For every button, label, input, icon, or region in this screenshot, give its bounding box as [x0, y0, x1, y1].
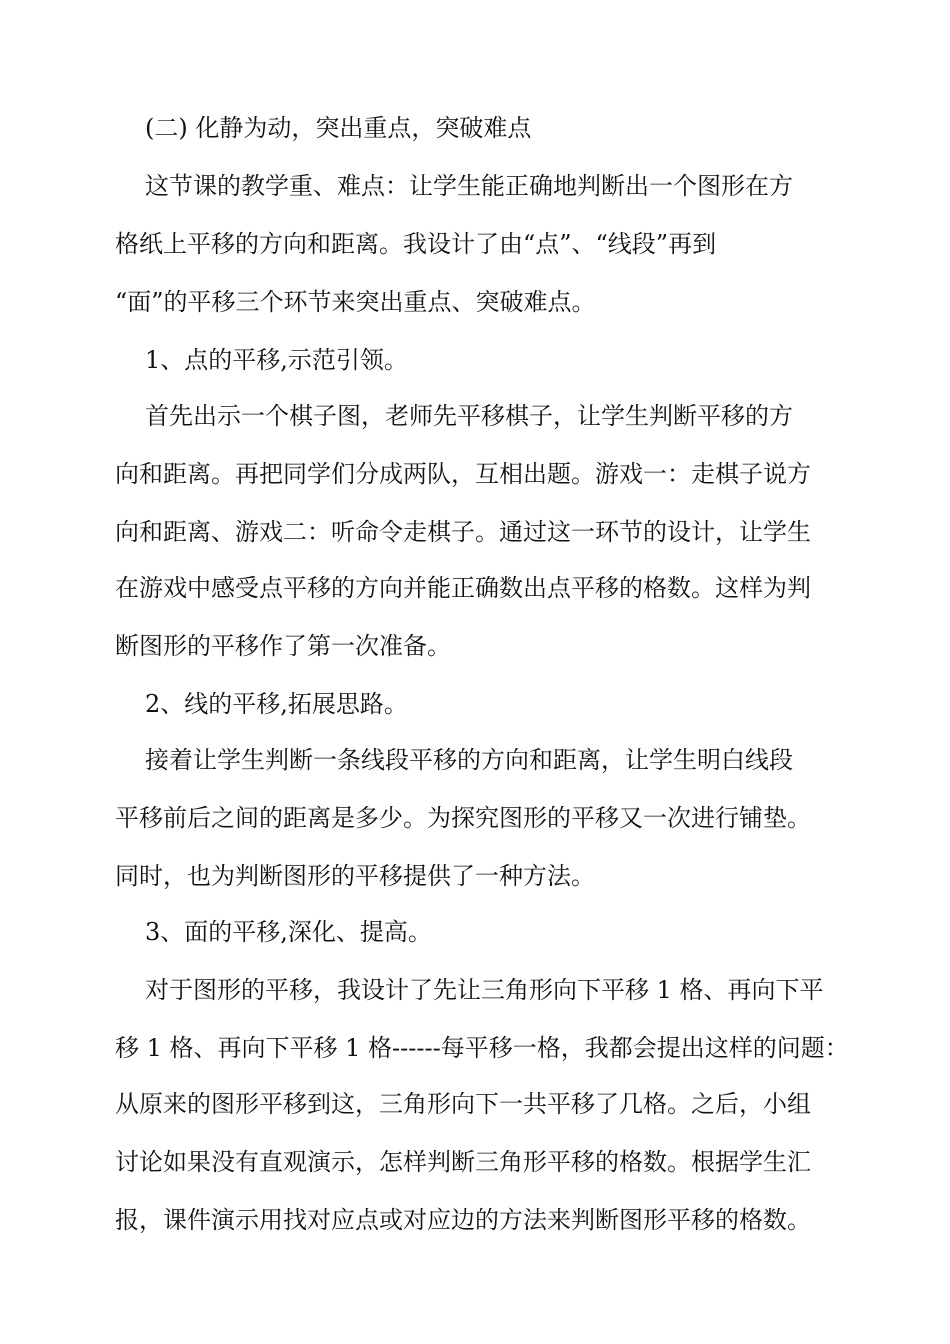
paragraph-line: 同时，也为判断图形的平移提供了一种方法。	[115, 862, 595, 890]
paragraph-line: 首先出示一个棋子图，老师先平移棋子，让学生判断平移的方	[145, 402, 793, 430]
paragraph-line: 讨论如果没有直观演示，怎样判断三角形平移的格数。根据学生汇	[115, 1148, 811, 1176]
paragraph-line: 移 1 格、再向下平移 1 格------每平移一格，我都会提出这样的问题：	[115, 1034, 849, 1062]
subsection-heading: 1、点的平移,示范引领。	[145, 346, 408, 374]
section-heading: (二) 化静为动，突出重点，突破难点	[145, 114, 532, 142]
paragraph-line: 向和距离。再把同学们分成两队，互相出题。游戏一：走棋子说方	[115, 460, 811, 488]
paragraph-line: 对于图形的平移，我设计了先让三角形向下平移 1 格、再向下平	[145, 976, 824, 1004]
paragraph-line: 格纸上平移的方向和距离。我设计了由“点”、“线段”再到	[115, 230, 717, 258]
paragraph-line: 报，课件演示用找对应点或对应边的方法来判断图形平移的格数。	[115, 1206, 811, 1234]
paragraph-line: 平移前后之间的距离是多少。为探究图形的平移又一次进行铺垫。	[115, 804, 811, 832]
paragraph-line: 接着让学生判断一条线段平移的方向和距离，让学生明白线段	[145, 746, 793, 774]
subsection-heading: 2、线的平移,拓展思路。	[145, 690, 408, 718]
subsection-heading: 3、面的平移,深化、提高。	[145, 918, 432, 946]
paragraph-line: 断图形的平移作了第一次准备。	[115, 632, 451, 660]
paragraph-line: 这节课的教学重、难点：让学生能正确地判断出一个图形在方	[145, 172, 793, 200]
paragraph-line: 在游戏中感受点平移的方向并能正确数出点平移的格数。这样为判	[115, 574, 811, 602]
paragraph-line: “面”的平移三个环节来突出重点、突破难点。	[115, 288, 596, 316]
paragraph-line: 向和距离、游戏二：听命令走棋子。通过这一环节的设计，让学生	[115, 518, 811, 546]
paragraph-line: 从原来的图形平移到这，三角形向下一共平移了几格。之后，小组	[115, 1090, 811, 1118]
